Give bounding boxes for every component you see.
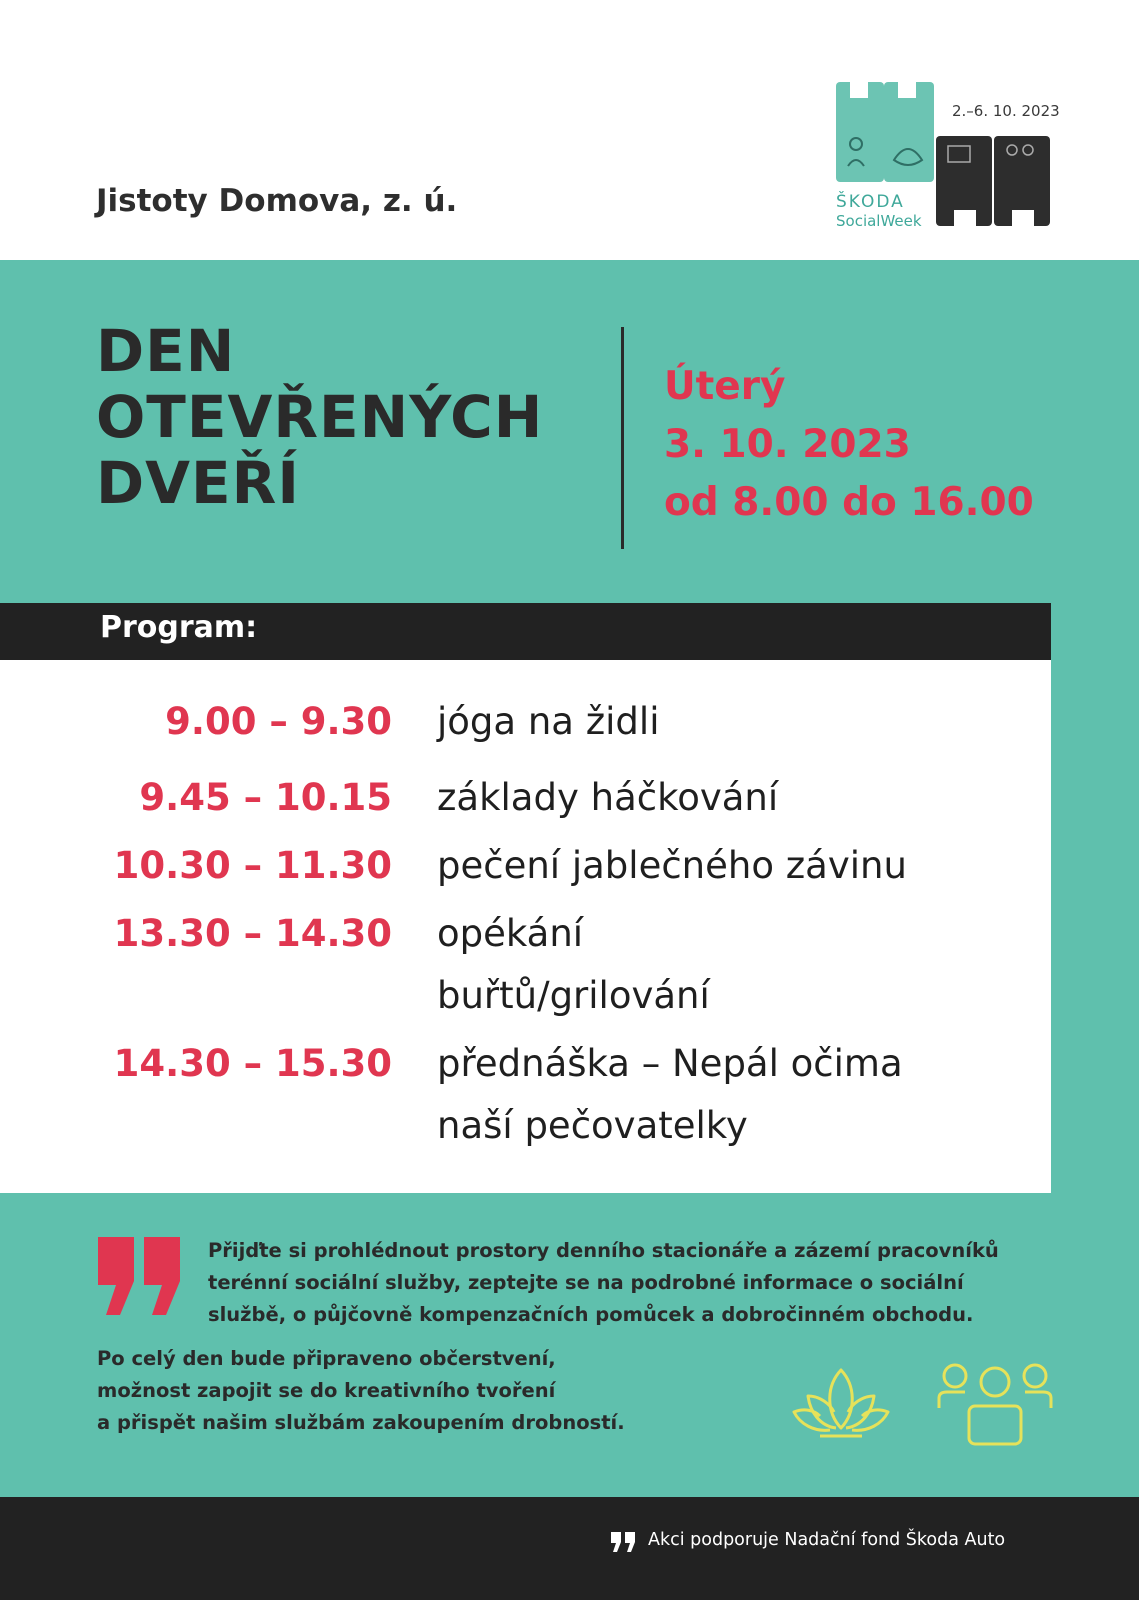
quote-mark-icon xyxy=(96,1233,186,1317)
refreshments-paragraph xyxy=(97,1343,757,1439)
activity-line: jóga na židli xyxy=(437,700,660,743)
schedule-row xyxy=(0,842,1051,910)
info-line: Přijďte si prohlédnout prostory denního stacionáře a zázemí pracovníků xyxy=(208,1239,999,1262)
info-line: Po celý den bude připraveno občerstvení, xyxy=(97,1347,556,1370)
event-title-line: DVEŘÍ xyxy=(96,449,300,517)
schedule-time: 9.45 – 10.15 xyxy=(139,776,392,819)
event-day: Úterý xyxy=(664,364,786,409)
schedule-time: 10.30 – 11.30 xyxy=(113,844,392,887)
activity-line: opékání xyxy=(437,912,584,955)
activity-line: pečení jablečného závinu xyxy=(437,844,907,887)
people-icon xyxy=(935,1360,1055,1450)
organization-name: Jistoty Domova, z. ú. xyxy=(96,183,458,219)
schedule-time: 14.30 – 15.30 xyxy=(113,1042,392,1085)
activity-line: základy háčkování xyxy=(437,776,779,819)
info-line: možnost zapojit se do kreativního tvoření xyxy=(97,1379,556,1402)
schedule-time: 13.30 – 14.30 xyxy=(113,912,392,955)
schedule-row xyxy=(0,774,1051,842)
info-line: službě, o půjčovně kompenzačních pomůcek a dobročinném obchodu. xyxy=(208,1303,974,1326)
logo-brand: ŠKODA xyxy=(836,192,905,212)
event-title-line: OTEVŘENÝCH xyxy=(96,383,544,451)
schedule-row xyxy=(0,910,1051,1040)
activity-line: naší pečovatelky xyxy=(437,1104,748,1147)
schedule-row xyxy=(0,1040,1051,1170)
event-hours: od 8.00 do 16.00 xyxy=(664,480,1034,525)
footer-quote-icon xyxy=(610,1530,638,1554)
schedule-activity xyxy=(437,1033,997,1157)
footer-sponsor-text: Akci podporuje Nadační fond Škoda Auto xyxy=(648,1530,1006,1550)
info-line: a přispět našim službám zakoupením drobností. xyxy=(97,1411,625,1434)
event-date: 3. 10. 2023 xyxy=(664,422,911,467)
event-title-line: DEN xyxy=(96,317,236,385)
info-paragraph xyxy=(208,1235,1038,1331)
title-divider xyxy=(621,327,624,549)
schedule-activity xyxy=(437,691,997,753)
program-label: Program: xyxy=(100,610,258,645)
schedule-activity xyxy=(437,767,997,829)
lotus-icon xyxy=(790,1366,892,1444)
activity-line: buřtů/grilování xyxy=(437,974,710,1017)
logo-brand-sub: SocialWeek xyxy=(836,212,922,230)
event-title xyxy=(96,318,543,516)
info-line: terénní sociální služby, zeptejte se na podrobné informace o sociální xyxy=(208,1271,964,1294)
schedule-row xyxy=(0,698,1051,774)
schedule-activity xyxy=(437,903,997,1027)
event-datetime xyxy=(664,358,1034,532)
activity-line: přednáška – Nepál očima xyxy=(437,1042,903,1085)
logo-date-range: 2.–6. 10. 2023 xyxy=(952,102,1060,120)
schedule-time: 9.00 – 9.30 xyxy=(165,700,392,743)
program-schedule xyxy=(0,698,1051,1170)
schedule-activity xyxy=(437,835,997,897)
